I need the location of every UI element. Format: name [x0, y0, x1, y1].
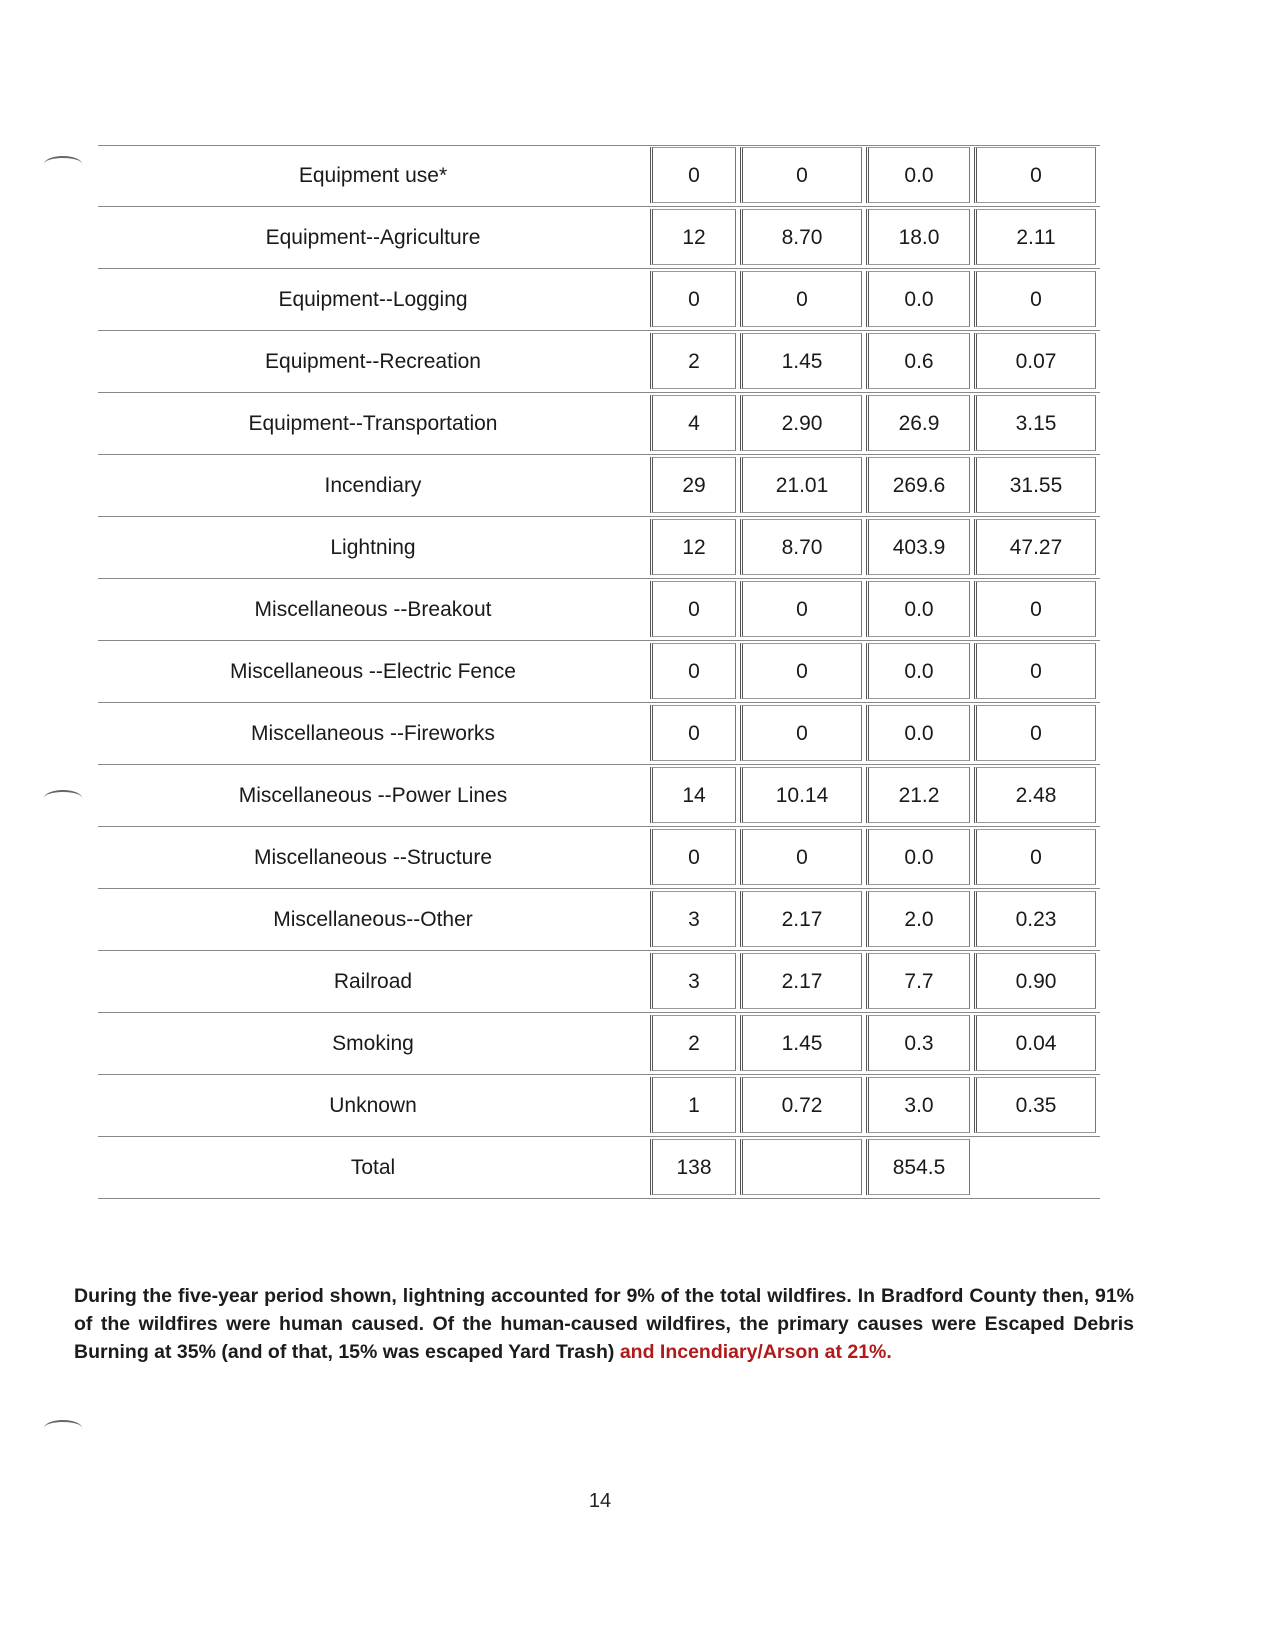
value-cell-col2: 0	[740, 581, 862, 637]
value-cell-col1: 12	[650, 519, 736, 575]
value-cell-col2: 1.45	[740, 333, 862, 389]
cause-label: Unknown	[329, 1094, 417, 1117]
value-cell-col1: 2	[650, 1015, 736, 1071]
value-cell-col1: 0	[650, 271, 736, 327]
value-cell-col2: 0.72	[740, 1077, 862, 1133]
value-cell-col3: 21.2	[866, 767, 970, 823]
value-cell-col1: 2	[650, 333, 736, 389]
table-row	[98, 827, 1100, 889]
value-cell-col4: 0	[974, 271, 1096, 327]
row-divider	[98, 1198, 1100, 1199]
page-number: 14	[588, 1490, 612, 1512]
value-cell-col2: 8.70	[740, 209, 862, 265]
table-row	[98, 889, 1100, 951]
cause-label: Miscellaneous--Other	[273, 908, 473, 931]
value-cell-col4: 2.11	[974, 209, 1096, 265]
value-cell-col1: 0	[650, 829, 736, 885]
table-row	[98, 269, 1100, 331]
table-row	[98, 207, 1100, 269]
table-row	[98, 641, 1100, 703]
value-cell-col3: 2.0	[866, 891, 970, 947]
table-row	[98, 951, 1100, 1013]
table-row	[98, 1075, 1100, 1137]
value-cell-col4: 0	[974, 643, 1096, 699]
value-cell-col4: 0.35	[974, 1077, 1096, 1133]
value-cell-col1: 12	[650, 209, 736, 265]
value-cell-col4: 3.15	[974, 395, 1096, 451]
value-cell-col2	[740, 1139, 862, 1195]
value-cell-col1: 0	[650, 643, 736, 699]
table-row	[98, 455, 1100, 517]
value-cell-col2: 2.90	[740, 395, 862, 451]
value-cell-col3: 18.0	[866, 209, 970, 265]
value-cell-col1: 3	[650, 953, 736, 1009]
value-cell-col3: 0.6	[866, 333, 970, 389]
cause-label: Miscellaneous --Structure	[253, 846, 493, 869]
value-cell-col2: 1.45	[740, 1015, 862, 1071]
value-cell-col3: 0.0	[866, 147, 970, 203]
value-cell-col2: 21.01	[740, 457, 862, 513]
value-cell-col2: 10.14	[740, 767, 862, 823]
value-cell-col3: 0.0	[866, 581, 970, 637]
value-cell-col3: 0.0	[866, 829, 970, 885]
value-cell-col4	[974, 1139, 1096, 1195]
value-cell-col3: 0.0	[866, 643, 970, 699]
cause-label: Equipment--Agriculture	[265, 226, 481, 249]
value-cell-col1: 29	[650, 457, 736, 513]
value-cell-col4: 0.04	[974, 1015, 1096, 1071]
cause-label: Miscellaneous --Breakout	[254, 598, 492, 621]
value-cell-col4: 0.90	[974, 953, 1096, 1009]
table-total-row	[98, 1137, 1100, 1199]
value-cell-col1: 3	[650, 891, 736, 947]
value-cell-col4: 2.48	[974, 767, 1096, 823]
cause-label: Equipment--Recreation	[265, 350, 481, 373]
value-cell-col1: 14	[650, 767, 736, 823]
value-cell-col3: 7.7	[866, 953, 970, 1009]
value-cell-col2: 0	[740, 705, 862, 761]
table-row	[98, 517, 1100, 579]
value-cell-col3: 0.0	[866, 271, 970, 327]
cause-label: Total	[350, 1156, 396, 1179]
value-cell-col4: 0	[974, 581, 1096, 637]
table-row	[98, 393, 1100, 455]
value-cell-col2: 2.17	[740, 891, 862, 947]
value-cell-col2: 2.17	[740, 953, 862, 1009]
value-cell-col1: 4	[650, 395, 736, 451]
value-cell-col2: 0	[740, 829, 862, 885]
binder-hole-mark-middle	[44, 790, 82, 806]
table-row	[98, 145, 1100, 207]
table-row	[98, 1013, 1100, 1075]
value-cell-col1: 0	[650, 705, 736, 761]
value-cell-col4: 31.55	[974, 457, 1096, 513]
binder-hole-mark-top	[44, 156, 82, 172]
table-row	[98, 331, 1100, 393]
value-cell-col3: 26.9	[866, 395, 970, 451]
value-cell-col3: 403.9	[866, 519, 970, 575]
binder-hole-mark-bottom	[44, 1420, 82, 1436]
table-row	[98, 703, 1100, 765]
value-cell-col4: 0.07	[974, 333, 1096, 389]
cause-label: Railroad	[333, 970, 413, 993]
value-cell-col2: 0	[740, 643, 862, 699]
value-cell-col4: 0	[974, 705, 1096, 761]
value-cell-col3: 854.5	[866, 1139, 970, 1195]
value-cell-col2: 0	[740, 271, 862, 327]
value-cell-col1: 0	[650, 147, 736, 203]
summary-paragraph	[74, 1282, 1134, 1366]
value-cell-col4: 0	[974, 147, 1096, 203]
value-cell-col1: 0	[650, 581, 736, 637]
cause-label: Miscellaneous --Power Lines	[238, 784, 508, 807]
table-row	[98, 579, 1100, 641]
value-cell-col3: 3.0	[866, 1077, 970, 1133]
value-cell-col4: 0	[974, 829, 1096, 885]
value-cell-col3: 269.6	[866, 457, 970, 513]
cause-label: Equipment use*	[298, 164, 448, 187]
value-cell-col3: 0.3	[866, 1015, 970, 1071]
cause-label: Equipment--Logging	[278, 288, 468, 311]
cause-label: Lightning	[330, 536, 416, 559]
value-cell-col3: 0.0	[866, 705, 970, 761]
value-cell-col1: 1	[650, 1077, 736, 1133]
cause-label: Incendiary	[324, 474, 422, 497]
value-cell-col4: 47.27	[974, 519, 1096, 575]
value-cell-col2: 0	[740, 147, 862, 203]
cause-label: Miscellaneous --Fireworks	[251, 722, 495, 745]
table-row	[98, 765, 1100, 827]
cause-label: Miscellaneous --Electric Fence	[230, 660, 516, 683]
value-cell-col1: 138	[650, 1139, 736, 1195]
wildfire-causes-table	[98, 145, 1100, 1199]
summary-highlight: and Incendiary/Arson at 21%.	[619, 1340, 892, 1363]
cause-label: Equipment--Transportation	[248, 412, 498, 435]
value-cell-col4: 0.23	[974, 891, 1096, 947]
summary-text: During the five-year period shown, lightning accounted for 9% of the total wildfires. In Bradford County then, 91% of the wildfires were human caused. Of the human-caused wildfires, the primary causes were Escaped Debris Burning at 35% (and of that, 15% was escaped Yard Trash)	[74, 1284, 1134, 1363]
cause-label: Smoking	[332, 1032, 414, 1055]
value-cell-col2: 8.70	[740, 519, 862, 575]
